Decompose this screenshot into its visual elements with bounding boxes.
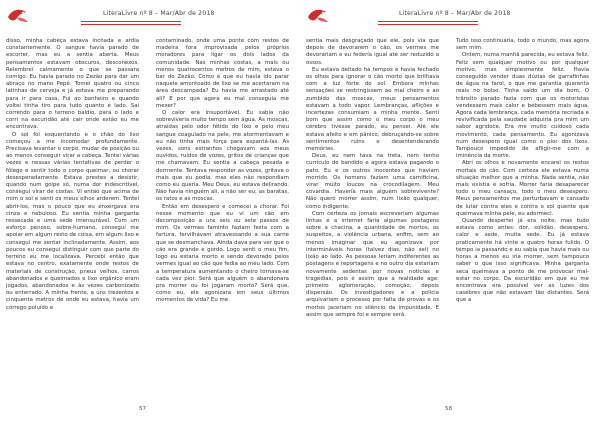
- header-rule: [81, 24, 181, 25]
- paragraph: disso, minha cabeça estava inchada e ardia constantemente. O sangue havia parado de escorrer, mas eu a sentia aberta. Meus pensamentos estavam obscuros, desconexos. Relembrei calmamente o que se passara comigo. Eu havia parado no Zezão para dar um abraço no mano Pepê. Tomei quatro ou cinco latinhas de cerveja e já estava me preparando para ir para casa. Fui ao banheiro e quando voltei tinha tiro para tudo quanto é lado. Sai correndo para o terreno baldio, para o lado e corri na escuridão até cair onde estão eu me encontrava.: [6, 38, 139, 131]
- paragraph: O calor era insuportável. Eu sabia não sobreviveria muito tempo sem água. As moscas, atraídas pelo odor fétido do lixo e pelo meu sangue coagulado na pele, me atormentavam e eu não tinha mais força para espantá-las. As vezes, sons estranhos chegavam aos meus ouvidos, ruídos de vozes, gritos de crianças que me chamavam. Eu sentia a cabeça pesada e dormente. Tentava responder as vozes, gritava o mais que eu podia, mas eles não respondiam como eu queria. Meu Deus, eu estava delirando. Não havia ninguém ali, a não ser eu, as baratas, os ratos e as moscas.: [156, 110, 289, 203]
- right-page: [300, 0, 600, 424]
- paragraph: Ontem, numa manhã parecida, eu estava feliz. Feliz sem qualquer motivo ou por qualquer motivo, mas simplesmente feliz. Havia conseguido vender duas dúzias de garrafinhas de água na farol, o que me garantia quarenta reais no bolso. Tinha saído um dia bom. O trânsito parado fazia com que os motoristas vendessem mais calor e bebessem mais água. Agora cada lembrança, cada memória recriada e revivificada pela saudade adquiria pra mim um sabor agridoce. Era me muito cuidoso cada movimento, cada pensamento. Eu agonizava num desespero igual como o pior dos lixos. Tampouco impedido de afligir-me com a iminência da morte.: [456, 52, 589, 160]
- page-number: 58: [445, 406, 453, 412]
- paragraph: Deus, eu nem tava na treta, nem tenho currículo de bandido e agora estava pagando o pato. Eu e os outros inocentes que haviam morrido. Os homens faziam uma carnificina, virar muito loucos na crocodilagem. Meu covardia. Havería mais alguém sobrevivente? Não quero morrer assim, num lixão qualquer, como indigente.: [306, 153, 439, 210]
- paragraph: sentia mais desgraçado que ele, pois via que depois de devorarem o cão, os vermes me devorariam e eu federía igual até ser reduzido a ossos.: [306, 38, 439, 66]
- literalivre-bird-icon: [6, 5, 30, 27]
- header-rule: [81, 21, 181, 22]
- header-title: LiteraLivre nº 8 – Mar/Abr de 2018: [103, 10, 215, 17]
- page-header: [306, 5, 592, 27]
- text-column: [456, 38, 589, 305]
- paragraph: Tudo isso continuaria, todo o mundo, mas agora sem mim.: [456, 38, 589, 52]
- text-column: [6, 38, 139, 312]
- paragraph: Abri os olhos e novamente encarei os restos mortais do cão. Com certeza ele estava numa situação melhor que a minha. Nada sentia, não mais existia e sofria. Morrer faria desaparecer todo o meu cansaço, todo o meu desespero. Meus pensamentos me perturbavam e cansado de lutar contra eles e contra o sol quente que queimava minha pele, eu adormeci.: [456, 160, 589, 217]
- header-rule: [378, 21, 478, 22]
- paragraph: O sol foi esquentando e o chão do lixo começou a me incomodar profundamente. Precisava levantar o corpo, mudar de posição ou ao menos conseguir virar a cabeça. Tentei várias vezes e nessas várias tentativas de perder o fôlego e sentir todo o corpo queimar, ou chorar desesperadamente. Estava prestes a desistir, quando num golpe só, numa dor indescritível, conseguí virar de costas. Vi então que acima de mim o sol e senti os meus olhos arderem. Tentei abrir-los, mas o pouco que eu enxergava era cinza e nebuloso. Eu sentia minha garganta ressecada e uma sede imensurável. Com um esforço penoso, sobre-humano, conseguí me apoiar em algum resto de coisa, em algum lixo e conseguí me sentar inclinadamente. Assim, aos poucos eu consegui distinguir com que parte do terreno eu me localizava. Percebi então que estava no centro, exatamente onde restos de materiais de construção, pneus velhos, carros abandonados e queimados e lixo orgânico eram jogados, abandonados e às vezes carbonizado ou enterrado. A minha frente, a uns trezentos e cinquenta metros de onde eu estava, havia um córrego poluído e: [6, 131, 139, 311]
- paragraph: Quando despertei já era noite, mas tudo estava como antes: dor, solidão, desespero, calor e sede, muita sede. Eu já estava praticamente há vinte e quatro horas fulido. O tempo ia passando e eu sabia que havia mais ou horas a menos eu iria morrer, sem tampouco saber o que isso significava. Minha garganta seca queimava a ponto de me provocar mal-estar no corpo. Da escuridão em que eu me encontrava era possível ver as luzes dos casebres que não estavam tão distantes. Será que a: [456, 218, 589, 304]
- literalivre-bird-icon: [306, 5, 330, 27]
- page-header: [6, 5, 292, 27]
- paragraph: Eu estava deitado há tempos e havia fechado os olhos para ignorar o cão morto que brilhava com a luz forte do sol. Embora minhas sensações se restringissem ao mal cheiro e ao zumbido das moscas, meus pensamentos estavam a todo vapor. Lembranças, aflições e incertezas consumiam a minha mente. Senti bom que assim como o meu corpo o meu cérebro tivesse parado, eu pensei. Até ele estava afeito e em pânico, debruçando-se sobre sentimentos ruins e desentenderando memórias.: [306, 66, 439, 153]
- paragraph: contaminado, onde uma ponte com restos de madeira fora improvisada pelos próprios moradores para ligar os dois lados da comunidade. Nas minhas costas, a mais ou menos quatrocentos metros de mim, estava o bar do Zezão. Como é que eu havia ido parar naquele amontoado de lixo se me acertaram na área descampada? Eu havia me arrastado até ali? E por que agora eu mal conseguia me mexer?: [156, 38, 289, 109]
- header-rule: [378, 24, 478, 25]
- paragraph: Então em desespero e comecei a chorar. Foi nesse momento que eu vi um cão em decomposição a uns seis ou sete passos de mim. Os vermes faminto faziam festa com a fartura, fervilhavam atravessando a sua carne que se desmanchava. Ainda dava para ver que o cão era grande e gordo. Logo senti o meu fim, logo eu estaria morto e sendo devorado pelos vermes igual ao cão que fedia ao meu lado. Com a temperatura aumentando o cheiro tornava-se cada vez pior. Será que alguém o abandonara pra morrer ou foi jogaram morto? Será que, como eu, ele agonizara em seus últimos momentos de vida? Eu me: [156, 203, 289, 304]
- text-columns: [306, 38, 589, 408]
- page-number: 57: [139, 406, 147, 412]
- text-column: [156, 38, 289, 305]
- text-columns: [6, 38, 289, 408]
- text-column: [306, 38, 439, 319]
- header-title: LiteraLivre nº 8 – Mar/Abr de 2018: [399, 10, 511, 17]
- paragraph: Com certeza os jornais escreveriam algumas linhas e a internet faria algumas postagens sobre a chacina, a quantidade de mortos, os suspeitos, a violência urbana, enfim, sem ao menos imaginar que eu agonizava por intermináveis horas (talvez dias, não sei) no lixão ao lado. As pessoas leriam indiferentes as postagens e reportagens e no outro dia estariam novamente sedentas por novas notícias e tragédias, pois é assim que a realidade age: primeiro aglomeração, comoção, depois dispersão. Os investigadores e a polícia arquivariam o processo por falta de provas e os mortos jaceriam no silêncio da impunidade. E assim que sempre foi e sempre será.: [306, 210, 439, 318]
